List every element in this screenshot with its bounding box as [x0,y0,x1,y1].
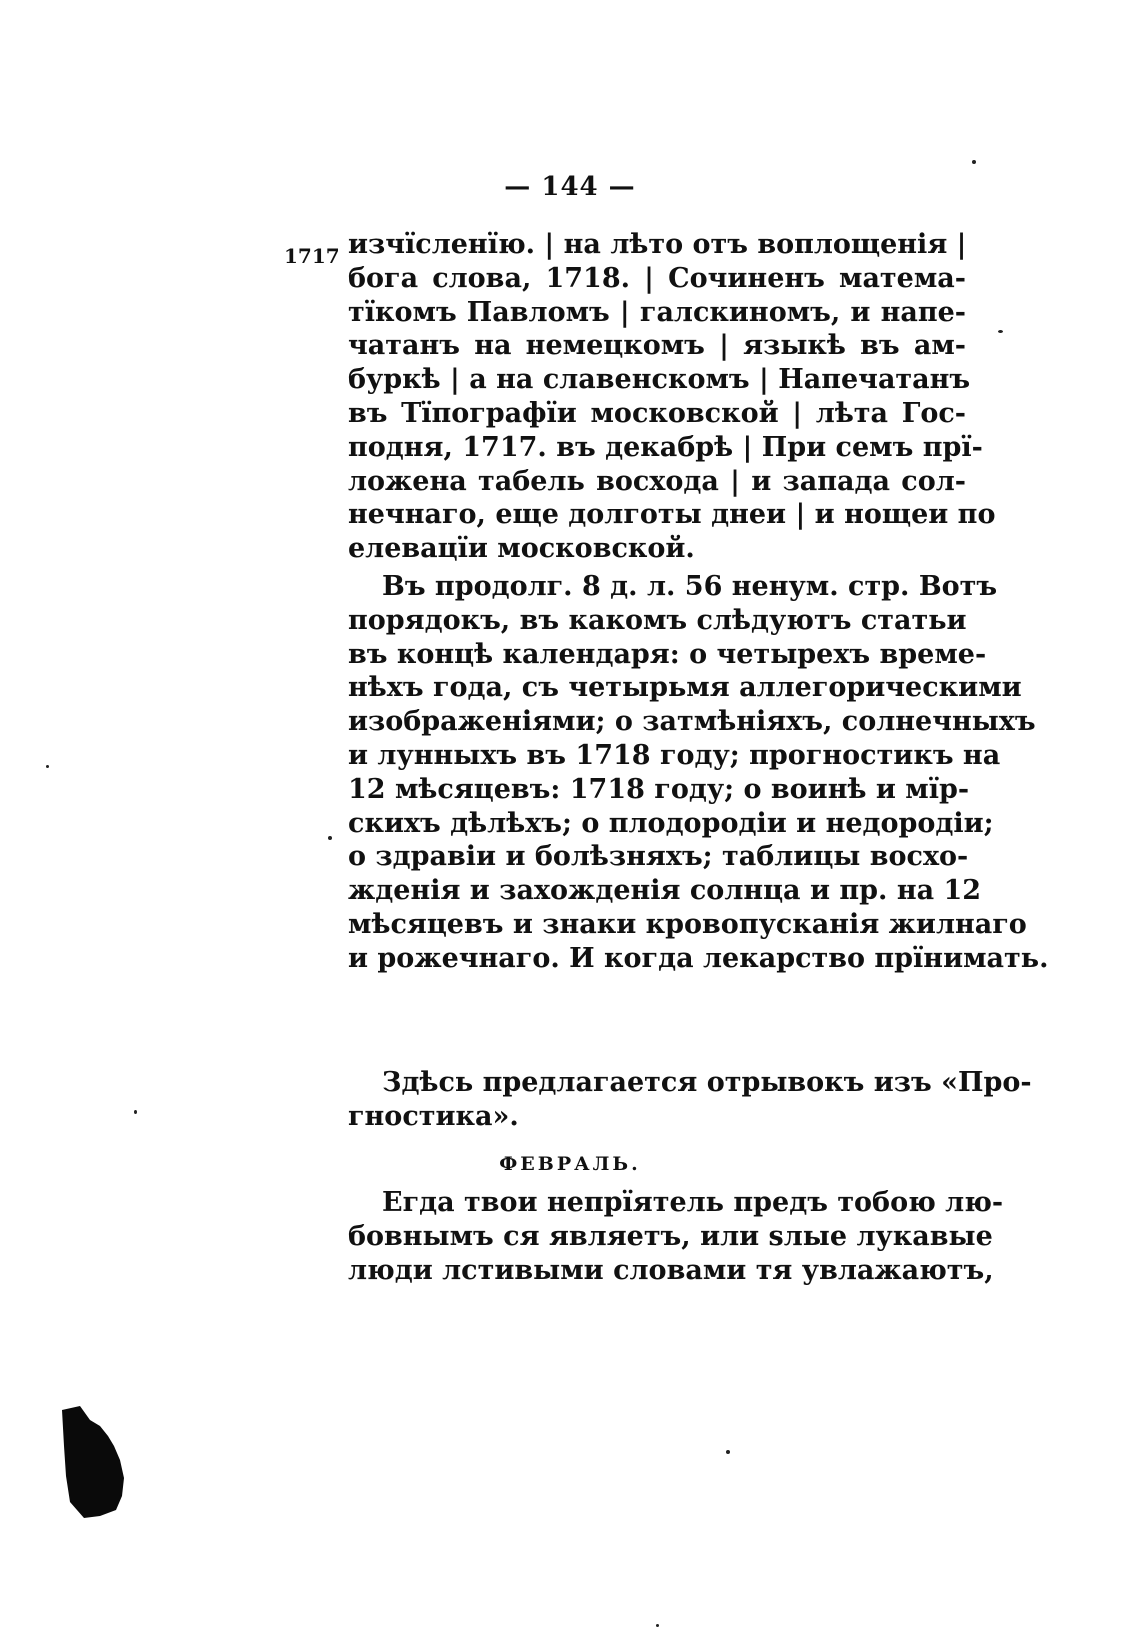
section-heading: ФЕВРАЛЬ. [499,1153,641,1175]
text-line: порядокъ, въ какомъ слѣдуютъ статьи [348,604,967,636]
scan-speck [972,160,976,164]
scan-speck [328,836,332,840]
text-line: въ Тїпографїи московской | лѣта Гос- [348,397,966,429]
text-line: подня, 1717. въ декабрѣ | При семъ прї- [348,431,983,463]
text-line: елевацїи московской. [348,533,695,565]
text-line: и лунныхъ въ 1718 году; прогностикъ на [348,739,1001,771]
paragraph-4 [348,1186,1004,1287]
paragraph-2 [348,570,1049,976]
text-line: нечнаго, еще долготы днеи | и нощеи по [348,499,996,531]
text-line: 12 мѣсяцевъ: 1718 году; о воинѣ и мїр- [348,773,970,805]
text-line: и рожечнаго. И когда лекарство прїнимать. [348,942,1049,974]
text-line: Здѣсь предлагается отрывокъ изъ «Про- [382,1067,1032,1098]
text-line: гностика». [348,1100,519,1132]
text-line: Егда твои непрїятель предъ тобою лю- [382,1187,1004,1218]
scan-speck [134,1110,137,1114]
text-line: Въ продолг. 8 д. л. 56 ненум. стр. Вотъ [382,571,998,602]
paragraph-3 [348,1066,1032,1134]
text-line: изчїсленїю. | на лѣто отъ воплощенія | [348,229,967,260]
text-line: изображеніями; о затмѣніяхъ, солнечныхъ [348,706,1036,738]
page-number: — 144 — [504,172,636,202]
text-line: нѣхъ года, съ четырьмя аллегорическими [348,672,1022,704]
text-line: жденія и захожденія солнца и пр. на 12 [348,875,982,907]
text-line: о здравіи и болѣзняхъ; таблицы восхо- [348,841,969,873]
paragraph-1 [348,228,996,566]
ink-blot [60,1406,126,1518]
text-line: бовнымъ ся являетъ, или ѕлые лукавые [348,1220,993,1252]
text-line: бога слова, 1718. | Сочиненъ матема- [348,262,966,294]
scan-speck [998,330,1003,333]
text-line: въ концѣ календаря: о четырехъ време- [348,638,987,670]
scan-speck [46,765,49,768]
scan-speck [656,1624,659,1627]
text-line: мѣсяцевъ и знаки кровопусканія жилнаго [348,908,1027,940]
text-line: тїкомъ Павломъ | галскиномъ, и напе- [348,296,966,328]
text-line: чатанъ на немецкомъ | языкѣ въ ам- [348,330,966,362]
text-line: ложена табель восхода | и запада сол- [348,465,966,497]
text-line: люди лстивыми словами тя увлажаютъ, [348,1254,994,1286]
margin-year: 1717 [284,244,340,268]
scan-speck [726,1450,730,1454]
text-line: буркѣ | а на славенскомъ | Напечатанъ [348,364,971,396]
text-line: скихъ дѣлѣхъ; о плодородіи и недородіи; [348,807,994,839]
